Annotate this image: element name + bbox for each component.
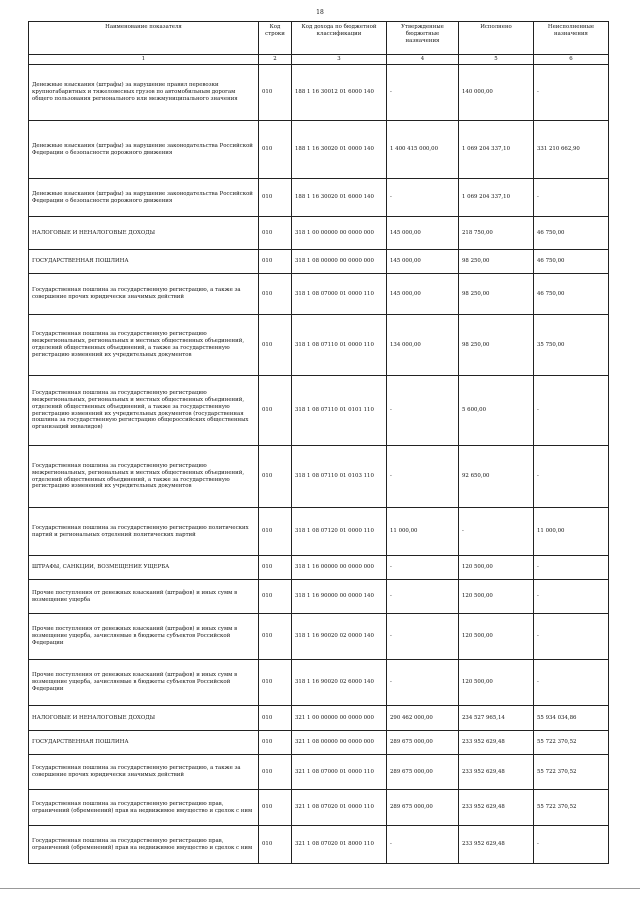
row-line-code: 010 xyxy=(259,446,292,508)
table-row xyxy=(29,790,609,826)
row-unexecuted: - xyxy=(534,556,609,580)
row-executed: 120 500,00 xyxy=(459,556,534,580)
row-name: Государственная пошлина за государственную регистрацию, а также за совершение прочих юридически значимых действий xyxy=(29,274,259,315)
row-approved: - xyxy=(387,660,459,706)
row-budget-code: 318 1 08 07110 01 0000 110 xyxy=(292,315,387,376)
row-unexecuted: - xyxy=(534,580,609,614)
row-line-code: 010 xyxy=(259,790,292,826)
row-line-code: 010 xyxy=(259,755,292,790)
row-unexecuted: 55 934 034,86 xyxy=(534,706,609,731)
row-unexecuted: 331 210 662,90 xyxy=(534,121,609,179)
row-name: ГОСУДАРСТВЕННАЯ ПОШЛИНА xyxy=(29,731,259,755)
row-name: Государственная пошлина за государственную регистрацию межрегиональных, региональных и местных общественных объединений, отделений общественных объединений, а также за государственную регистрацию изменений их учредительных документов (государственная пошлина за государственную регистрацию общероссийских общественных организаций инвалидов) xyxy=(29,376,259,446)
header-name: Наименование показателя xyxy=(29,22,259,55)
col-number: 5 xyxy=(459,55,534,65)
table-row xyxy=(29,179,609,217)
row-line-code: 010 xyxy=(259,315,292,376)
row-name: НАЛОГОВЫЕ И НЕНАЛОГОВЫЕ ДОХОДЫ xyxy=(29,706,259,731)
column-number-row xyxy=(29,55,609,65)
table-row xyxy=(29,250,609,274)
row-line-code: 010 xyxy=(259,556,292,580)
row-budget-code: 188 1 16 30020 01 0000 140 xyxy=(292,121,387,179)
row-executed: 234 527 965,14 xyxy=(459,706,534,731)
row-approved: - xyxy=(387,179,459,217)
table-row xyxy=(29,826,609,864)
row-budget-code: 318 1 08 07110 01 0101 110 xyxy=(292,376,387,446)
table-row xyxy=(29,614,609,660)
row-executed: 98 250,00 xyxy=(459,315,534,376)
row-budget-code: 318 1 08 07000 01 0000 110 xyxy=(292,274,387,315)
row-approved: 289 675 000,00 xyxy=(387,731,459,755)
row-name: НАЛОГОВЫЕ И НЕНАЛОГОВЫЕ ДОХОДЫ xyxy=(29,217,259,250)
row-budget-code: 321 1 00 00000 00 0000 000 xyxy=(292,706,387,731)
row-approved: 289 675 000,00 xyxy=(387,790,459,826)
row-budget-code: 321 1 08 07020 01 8000 110 xyxy=(292,826,387,864)
table-row xyxy=(29,731,609,755)
row-approved: 134 000,00 xyxy=(387,315,459,376)
row-approved: 145 000,00 xyxy=(387,250,459,274)
row-approved: 1 400 415 000,00 xyxy=(387,121,459,179)
row-line-code: 010 xyxy=(259,826,292,864)
row-budget-code: 318 1 16 90020 02 0000 140 xyxy=(292,614,387,660)
row-unexecuted: - xyxy=(534,660,609,706)
row-budget-code: 318 1 08 07110 01 0103 110 xyxy=(292,446,387,508)
row-line-code: 010 xyxy=(259,250,292,274)
row-name: Денежные взыскания (штрафы) за нарушение законодательства Российской Федерации о безопасности дорожного движения xyxy=(29,179,259,217)
row-name: Государственная пошлина за государственную регистрацию, а также за совершение прочих юридически значимых действий xyxy=(29,755,259,790)
row-unexecuted: - xyxy=(534,376,609,446)
row-line-code: 010 xyxy=(259,614,292,660)
row-approved: 145 000,00 xyxy=(387,217,459,250)
table-row xyxy=(29,556,609,580)
row-executed: 233 952 629,48 xyxy=(459,790,534,826)
table-row xyxy=(29,755,609,790)
row-name: Прочие поступления от денежных взысканий (штрафов) и иных сумм в возмещение ущерба xyxy=(29,580,259,614)
row-budget-code: 318 1 00 00000 00 0000 000 xyxy=(292,217,387,250)
row-unexecuted: - xyxy=(534,179,609,217)
row-name: Денежные взыскания (штрафы) за нарушение правил перевозки крупногабаритных и тяжеловесных грузов по автомобильным дорогам общего пользования регионального или межмуниципального значения xyxy=(29,65,259,121)
table-row xyxy=(29,217,609,250)
footer-divider xyxy=(0,888,640,889)
row-approved: 145 000,00 xyxy=(387,274,459,315)
row-line-code: 010 xyxy=(259,376,292,446)
row-line-code: 010 xyxy=(259,706,292,731)
row-name: Денежные взыскания (штрафы) за нарушение законодательства Российской Федерации о безопасности дорожного движения xyxy=(29,121,259,179)
col-number: 3 xyxy=(292,55,387,65)
row-approved: - xyxy=(387,65,459,121)
row-approved: - xyxy=(387,580,459,614)
row-budget-code: 188 1 16 30020 01 6000 140 xyxy=(292,179,387,217)
row-approved: - xyxy=(387,614,459,660)
row-name: Государственная пошлина за государственную регистрацию прав, ограничений (обременений) прав на недвижимое имущество и сделок с ним xyxy=(29,790,259,826)
row-name: Государственная пошлина за государственную регистрацию межрегиональных, региональных и местных общественных объединений, отделений общественных объединений, а также за государственную регистрацию изменений их учредительных документов xyxy=(29,315,259,376)
row-executed: 140 000,00 xyxy=(459,65,534,121)
row-line-code: 010 xyxy=(259,508,292,556)
table-row xyxy=(29,660,609,706)
row-executed: 218 750,00 xyxy=(459,217,534,250)
row-unexecuted: 55 722 370,52 xyxy=(534,755,609,790)
row-budget-code: 318 1 16 00000 00 0000 000 xyxy=(292,556,387,580)
header-budget-code: Код дохода по бюджетной классификации xyxy=(292,22,387,55)
row-executed: 233 952 629,48 xyxy=(459,731,534,755)
row-line-code: 010 xyxy=(259,660,292,706)
row-unexecuted: - xyxy=(534,65,609,121)
row-approved: - xyxy=(387,446,459,508)
header-executed: Исполнено xyxy=(459,22,534,55)
row-line-code: 010 xyxy=(259,274,292,315)
row-approved: 290 462 000,00 xyxy=(387,706,459,731)
row-name: ГОСУДАРСТВЕННАЯ ПОШЛИНА xyxy=(29,250,259,274)
row-name: ШТРАФЫ, САНКЦИИ, ВОЗМЕЩЕНИЕ УЩЕРБА xyxy=(29,556,259,580)
page-number: 18 xyxy=(316,9,324,16)
row-budget-code: 321 1 08 07000 01 0000 110 xyxy=(292,755,387,790)
table-row xyxy=(29,274,609,315)
table-row xyxy=(29,706,609,731)
row-unexecuted: 46 750,00 xyxy=(534,250,609,274)
table-row xyxy=(29,376,609,446)
table-row xyxy=(29,446,609,508)
row-executed: 98 250,00 xyxy=(459,274,534,315)
row-approved: - xyxy=(387,376,459,446)
row-unexecuted: - xyxy=(534,614,609,660)
table-row xyxy=(29,508,609,556)
header-row xyxy=(29,22,609,55)
row-executed: 120 500,00 xyxy=(459,580,534,614)
row-budget-code: 318 1 16 90000 00 0000 140 xyxy=(292,580,387,614)
budget-report-table xyxy=(28,21,609,864)
row-unexecuted: 55 722 370,52 xyxy=(534,790,609,826)
row-executed: 5 600,00 xyxy=(459,376,534,446)
row-name: Государственная пошлина за государственную регистрацию прав, ограничений (обременений) прав на недвижимое имущество и сделок с ним xyxy=(29,826,259,864)
row-line-code: 010 xyxy=(259,65,292,121)
header-unexecuted: Неисполненные назначения xyxy=(534,22,609,55)
row-name: Прочие поступления от денежных взысканий (штрафов) и иных сумм в возмещение ущерба, зачисляемые в бюджеты субъектов Российской Федерации xyxy=(29,614,259,660)
row-executed: 233 952 629,48 xyxy=(459,755,534,790)
row-executed: 1 069 204 337,10 xyxy=(459,179,534,217)
row-unexecuted: 35 750,00 xyxy=(534,315,609,376)
table-row xyxy=(29,315,609,376)
row-executed: 233 952 629,48 xyxy=(459,826,534,864)
col-number: 2 xyxy=(259,55,292,65)
row-executed: 92 650,00 xyxy=(459,446,534,508)
row-approved: - xyxy=(387,556,459,580)
row-line-code: 010 xyxy=(259,121,292,179)
row-name: Государственная пошлина за государственную регистрацию политических партий и региональных отделений политических партий xyxy=(29,508,259,556)
row-executed: 120 500,00 xyxy=(459,614,534,660)
row-unexecuted: - xyxy=(534,826,609,864)
row-unexecuted: 46 750,00 xyxy=(534,217,609,250)
header-approved: Утвержденные бюджетные назначения xyxy=(387,22,459,55)
row-budget-code: 318 1 16 90020 02 6000 140 xyxy=(292,660,387,706)
row-unexecuted: - xyxy=(534,446,609,508)
row-budget-code: 188 1 16 30012 01 6000 140 xyxy=(292,65,387,121)
col-number: 6 xyxy=(534,55,609,65)
row-budget-code: 321 1 08 00000 00 0000 000 xyxy=(292,731,387,755)
row-name: Прочие поступления от денежных взысканий (штрафов) и иных сумм в возмещение ущерба, зачисляемые в бюджеты субъектов Российской Федерации xyxy=(29,660,259,706)
row-executed: 98 250,00 xyxy=(459,250,534,274)
row-line-code: 010 xyxy=(259,179,292,217)
row-name: Государственная пошлина за государственную регистрацию межрегиональных, региональных и местных общественных объединений, отделений общественных объединений, а также за государственную регистрацию изменений их учредительных документов xyxy=(29,446,259,508)
row-unexecuted: 46 750,00 xyxy=(534,274,609,315)
table-row xyxy=(29,65,609,121)
row-executed: - xyxy=(459,508,534,556)
row-approved: 11 000,00 xyxy=(387,508,459,556)
row-unexecuted: 55 722 370,52 xyxy=(534,731,609,755)
row-executed: 120 500,00 xyxy=(459,660,534,706)
row-line-code: 010 xyxy=(259,217,292,250)
row-budget-code: 318 1 08 07120 01 0000 110 xyxy=(292,508,387,556)
row-line-code: 010 xyxy=(259,580,292,614)
row-budget-code: 321 1 08 07020 01 0000 110 xyxy=(292,790,387,826)
header-line-code: Код строки xyxy=(259,22,292,55)
row-executed: 1 069 204 337,10 xyxy=(459,121,534,179)
col-number: 1 xyxy=(29,55,259,65)
row-unexecuted: 11 000,00 xyxy=(534,508,609,556)
table-row xyxy=(29,121,609,179)
row-approved: 289 675 000,00 xyxy=(387,755,459,790)
table-row xyxy=(29,580,609,614)
row-approved: - xyxy=(387,826,459,864)
col-number: 4 xyxy=(387,55,459,65)
row-line-code: 010 xyxy=(259,731,292,755)
row-budget-code: 318 1 08 00000 00 0000 000 xyxy=(292,250,387,274)
